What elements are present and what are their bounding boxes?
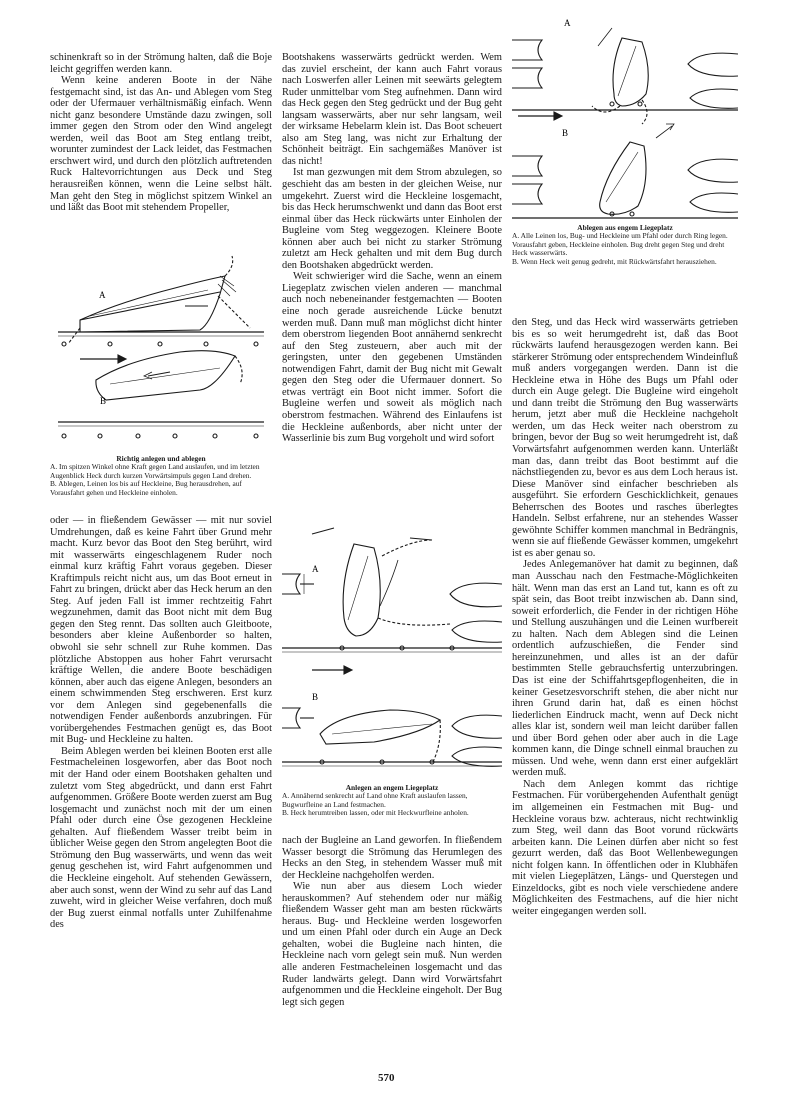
text-column-left-top — [50, 52, 272, 214]
paragraph: schinenkraft so in der Strömung halten, daß die Boje leicht gegriffen werden kann. — [50, 52, 272, 75]
paragraph: den Steg, und das Heck wird wasserwärts getrieben bis es so weit herumgedreht ist, daß das Boot rückwärts laufend herausgezogen werden kann. Bei stärkerer Strömung oder entsprechendem Windeinfluß muß anders vorgegangen werden. Dann ist die Heckleine etwa in Höhe des Bugs um Pfahl oder durch ein Auge gelegt. Die Bugleine wird eingeholt und dann treibt die Strömung den Bug wasserwärts herum, jetzt aber muß die Heckleine nachgeholt werden, um das Heck weiter nach oberstrom zu bringen, bevor der Bug so weit herumgedreht ist, daß Vorwärtsfahrt aufgenommen werden kann. Unterläßt man das, dann treibt das Boot bestimmt auf die nächstliegenden zu, bevor es aus dem Loch heraus ist. Diese Manöver sind einfacher beschrieben als ausgeführt. Sie erfordern Geschicklichkeit, genaues Beherrschen des Bootes und rasches überlegtes Handeln. Selbst erfahrene, nur an stehendes Wasser gewöhnte Schiffer kommen manchmal in Bedrängnis, wenn sie auf fließende Gewässer kommen, umgekehrt ist es aber genau so. — [512, 317, 738, 559]
caption-title: Richtig anlegen und ablegen — [116, 454, 206, 463]
caption-text-b: B. Heck herumtreiben lassen, oder mit Heckwurfleine anholen. — [282, 808, 469, 818]
paragraph: Nach dem Anlegen kommt das richtige Festmachen. Für vorübergehenden Aufenthalt genügt im allgemeinen ein Festmachen mit Bug- und Heckleine voraus bzw. achteraus, nicht rechtwinklig zum Steg, weil dann das Boot vorund rückwärts arbeiten kann. Die Leinen dürfen aber nicht so fest gezurrt werden, daß das Boot Wellenbewegungen nicht folgen kann. In öffentlichen oder in Klubhäfen mit vielen Liegeplätzen, Längs- und Querstegen und Einzeldocks, gibt es noch viele verschiedene andere Möglichkeiten des Festmachens, auf die hier nicht weiter eingegangen werden soll. — [512, 778, 738, 917]
figure-label-b: B — [312, 692, 319, 702]
text-column-left-bottom — [50, 515, 272, 931]
figure-ablegen-engem-liegeplatz-drawing — [512, 14, 738, 230]
figure-caption — [282, 784, 502, 818]
figure-label-a: A — [99, 290, 106, 300]
caption-text-b: B. Ablegen, Leinen los bis auf Heckleine, Bug herausdrehen, auf Vorausfahrt gehen und Heckleine einholen. — [50, 479, 242, 497]
paragraph: Beim Ablegen werden bei kleinen Booten erst alle Festmacheleinen losgeworfen, aber das Boot noch mit der Hand oder einem Bootshaken gehalten und zuletzt vom Steg abgedrückt, und dann erst Fahrt aufgenommen. Größere Boote werden zuerst am Bug losgemacht und zunächst noch mit der um einen Pfahl oder durch eine Öse gezogenen Heckleine gehalten. Auf fließendem Wasser treibt beim in üblicher Weise gegen den Strom angelegten Boot die Strömung den Bug wasserwärts, und wenn das weit genug geschehen ist, wird Fahrt aufgenommen und die Heckleine eingeholt. Auf stehenden Gewässern, aber auch sonst, wenn der Wind zu sehr auf das Land zuweht, wird in gleicher Weise verfahren, doch muß der Bug zuerst einmal notfalls unter Zuhilfenahme des — [50, 745, 272, 931]
paragraph: Weit schwieriger wird die Sache, wenn an einem Liegeplatz zwischen vielen anderen — manchmal auch noch nebeneinander festgemachten — Booten eine noch gerade ausreichende Lücke benutzt werden muß. Dann muß man möglichst dicht hinter dem oberstrom liegenden Boot annähernd senkrecht auf den Steg zusteuern, aber auch mit der geringsten, unter den gegebenen Umständen notwendigen Fahrt, damit der Bug nicht mit Gewalt gegen den Steg oder die Ufermauer donnert. So etwas verträgt ein Boot nicht immer. Sofort die Bugleine werfen und soweit als möglich nach oberstrom festmachen. Während des Einlaufens ist die Heckleine außenbords, aber nicht unter der Wasserlinie bis zum Bug vorgeholt und wird sofort — [282, 271, 502, 445]
caption-text-a: A. Annähernd senkrecht auf Land ohne Kraft auslaufen lassen, Bugwurfleine an Land festmachen. — [282, 791, 468, 809]
figure-caption — [512, 224, 738, 266]
figure-caption — [50, 455, 272, 497]
figure-label-b: B — [562, 128, 569, 138]
figure-anlegen-engem-liegeplatz — [282, 520, 502, 782]
paragraph: oder — in fließendem Gewässer — mit nur soviel Umdrehungen, daß es keine Fahrt über Grund mehr macht. Kurz bevor das Boot den Steg berührt, wird mit wasserwärts eingeschlagenem Ruder noch einmal kurz kräftig Fahrt voraus gegeben. Dieser Kraftimpuls reicht nicht aus, um das Boot erneut in Fahrt zu bringen, drückt aber das Heck herum an den Steg. Auf jeden Fall ist immer rechtzeitig Fahrt wegzunehmen, damit das Boot nicht mit dem Bug gegen den Steg rennt. Das sollten auch Gleitboote, besonders aber kleine Außenborder so halten, obwohl sie sehr schnell zur Ruhe kommen. Das plötzliche Abstoppen aus hoher Fahrt verursacht kräftige Wellen, die andere Boote beschädigen können, aber auch das eigene Anlegen, besonders an einem schwimmenden Steg erschweren. Erst kurz vor dem Anlegen sind gegebenenfalls die notwendigen Fender außenbords anzubringen. Für vorübergehendes Festmachen genügt es, das Boot mit Bug- und Heckleine zu halten. — [50, 515, 272, 746]
paragraph: Wenn keine anderen Boote in der Nähe festgemacht sind, ist das An- und Ablegen vom Steg oder der Ufermauer verhältnismäßig einfach. Wenn nicht ganz besondere Umstände dazu zwingen, soll immer gegen den Strom oder den Wind angelegt werden, weil das Boot am Steg entlang treibt, worunter zumindest der Lack leidet, das Festmachen erschwert wird, und durch den plötzlich auftretenden Ruck Haltevorrichtungen aus Deck und Steg herausreißen können, wenn die Leine selbst hält. Man geht den Steg in möglichst spitzem Winkel an und läßt das Boot mit stehendem Propeller, — [50, 75, 272, 214]
text-column-middle-bottom — [282, 835, 502, 1008]
page-number: 570 — [378, 1072, 395, 1084]
paragraph: nach der Bugleine an Land geworfen. In fließendem Wasser besorgt die Strömung das Herumlegen des Hecks an den Steg, in stehendem Wasser muß mit der Heckleine nachgeholfen werden. — [282, 835, 502, 881]
paragraph: Wie nun aber aus diesem Loch wieder herauskommen? Auf stehendem oder nur mäßig fließendem Wasser geht man am besten rückwärts heraus. Bug- und Heckleine werden losgeworfen und um einen Pfahl oder durch ein Auge an Deck gehalten, wobei die Bugleine nach hinten, die Heckleine nach vorn gelegt sein muß. Nun werden alle anderen Festmacheleinen losgemacht und das Ruder landwärts gelegt. Dann wird Vorwärtsfahrt aufgenommen und die Heckleine eingeholt. Der Bug legt sich gegen — [282, 881, 502, 1008]
paragraph: Bootshakens wasserwärts gedrückt werden. Wem das zuviel erscheint, der kann auch Fahrt voraus nach Loswerfen aller Leinen mit seewärts gelegtem Ruder unmittelbar vom Steg aufnehmen. Dann wird das Heck gegen den Steg gedrückt und der Bug geht langsam wasserwärts, aber nur sehr langsam, weil der wirksame Hebelarm klein ist. Das Boot scheuert also am Steg lang, was nicht zur Erhaltung der Schönheit beiträgt. Ein sachgemäßes Manöver ist das nicht! — [282, 52, 502, 167]
caption-title: Ablegen aus engem Liegeplatz — [577, 223, 673, 232]
figure-ablegen-engem-liegeplatz — [512, 14, 738, 230]
caption-text-a: A. Alle Leinen los, Bug- und Heckleine um Pfahl oder durch Ring legen. Vorausfahrt geben, Heckleine einholen. Bug dreht gegen Steg und dreht Heck wasserwärts. — [512, 231, 728, 258]
paragraph: Ist man gezwungen mit dem Strom abzulegen, so geschieht das am besten in der gleichen Weise, nur umgekehrt. Zuerst wird die Heckleine losgemacht, bis das Heck herumschwenkt und dann das Boot erst einmal über das Heck rückwärts unter Einholen der Bugleine vom Steg weggezogen. Kleinere Boote können aber auch bei nicht zu starker Strömung zuletzt am Heck gehalten und mit dem Bug durch den Bootshaken abgedrückt werden. — [282, 167, 502, 271]
text-column-right — [512, 317, 738, 917]
figure-label-a: A — [312, 564, 319, 574]
paragraph: Jedes Anlegemanöver hat damit zu beginnen, daß man Ausschau nach den Festmache-Möglichkeiten hält. Wenn man das erst an Land tut, kann es oft zu spät sein, das Boot treibt inzwischen ab. Dann sind, soweit erforderlich, die Fender in der richtigen Höhe und Stellung auszuhängen und die Leinen wurfbereit zu halten. Nach dem Ablegen sind die Leinen ordentlich aufzuschießen, die Fender sind hereinzunehmen, und alles ist an der dafür bestimmten Stelle gebrauchsfertig unterzubringen. Das ist eine der Schiffahrtsgepflogenheiten, die in keiner Gesetzesvorschrift stehen, die aber nicht nur ihren Grund darin hat, daß es einen höchst liederlichen Eindruck macht, wenn auf Deck nicht alles klar ist, sondern weil man leicht darüber fallen und über Bord gehen oder aber auch in die Lage kommen kann, die Dinge schnell einmal brauchen zu müssen. Und wehe, wenn dann erst einer aufgeklärt werden muß. — [512, 559, 738, 779]
text-column-middle-top — [282, 52, 502, 445]
caption-text-b: B. Wenn Heck weit genug gedreht, mit Rückwärtsfahrt herausziehen. — [512, 256, 717, 266]
caption-title: Anlegen an engem Liegeplatz — [345, 783, 439, 792]
caption-text-a: A. Im spitzen Winkel ohne Kraft gegen Land auslaufen, und im letzten Augenblick Heck durch kurzen Vorwärtsimpuls gegen Land drehen. — [50, 462, 260, 480]
figure-label-b: B — [100, 396, 107, 406]
figure-anlegen-ablegen-drawing — [50, 252, 272, 452]
figure-label-a: A — [564, 18, 571, 28]
figure-anlegen-engem-liegeplatz-drawing — [282, 520, 502, 782]
figure-anlegen-ablegen — [50, 252, 272, 452]
